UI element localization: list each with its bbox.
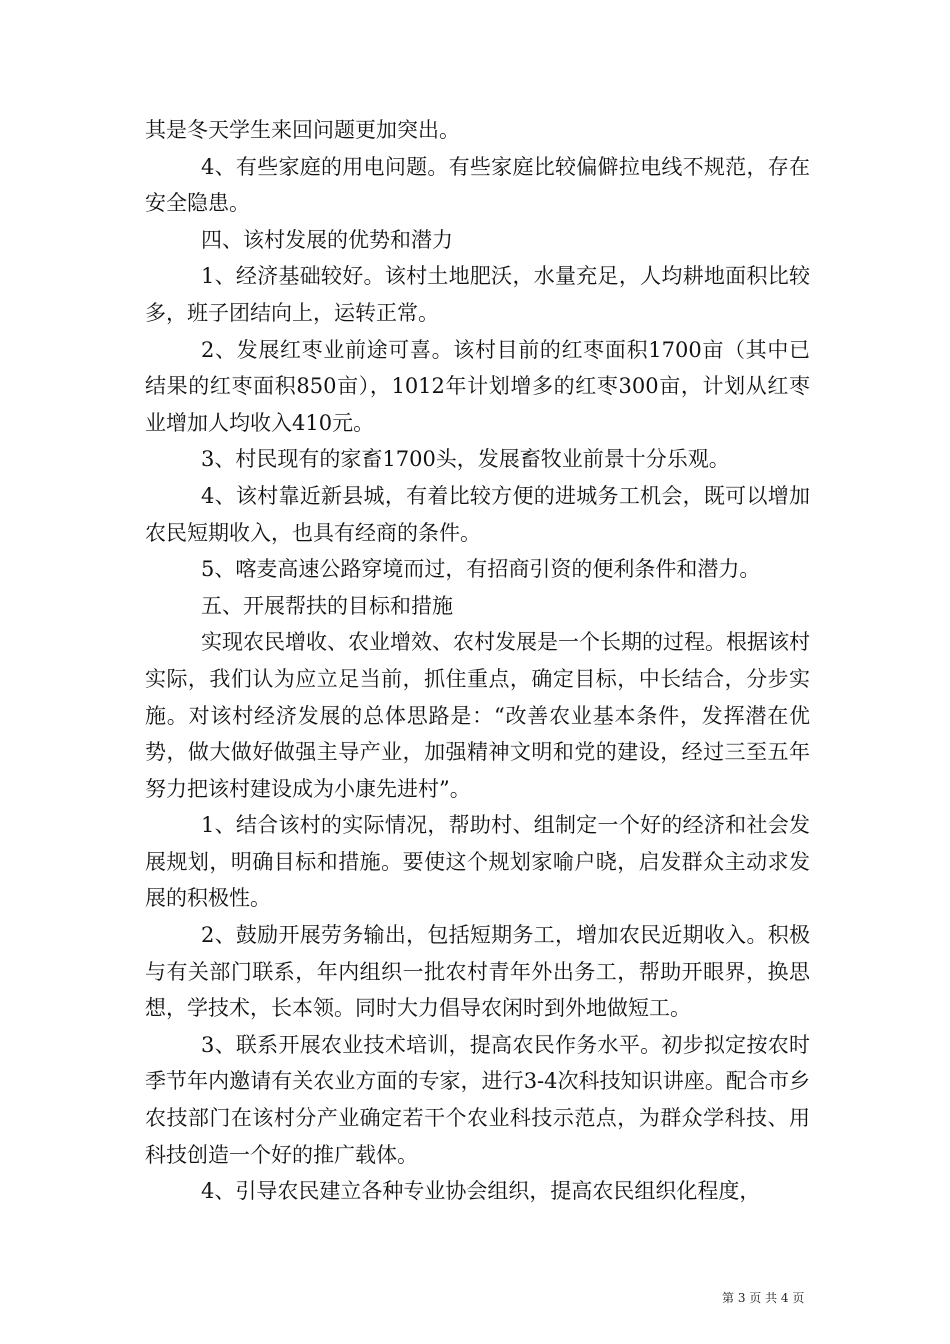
paragraph: 1、经济基础较好。该村土地肥沃，水量充足，人均耕地面积比较多，班子团结向上，运转正常。 <box>145 264 810 325</box>
paragraph: 2、鼓励开展劳务输出，包括短期务工，增加农民近期收入。积极与有关部门联系，年内组织一批农村青年外出务工，帮助开眼界，换思想，学技术，长本领。同时大力倡导农闲时到外地做短工。 <box>145 923 810 1021</box>
paragraph: 4、有些家庭的用电问题。有些家庭比较偏僻拉电线不规范，存在安全隐患。 <box>145 154 810 216</box>
paragraph: 2、发展红枣业前途可喜。该村目前的红枣面积1700亩（其中已结果的红枣面积850亩），1012年计划增多的红枣300亩，计划从红枣业增加人均收入410元。 <box>145 337 810 435</box>
paragraph: 5、喀麦高速公路穿境而过，有招商引资的便利条件和潜力。 <box>201 557 761 582</box>
paragraph: 实现农民增收、农业增效、农村发展是一个长期的过程。根据该村实际，我们认为应立足当前，抓住重点，确定目标，中长结合，分步实施。对该村经济发展的总体思路是：“改善农业基本条件，发挥潜在优势，做大做好做强主导产业，加强精神文明和党的建设，经过三至五年努力把该村建设成为小康先进村”。 <box>145 630 810 801</box>
paragraph: 1、结合该村的实际情况，帮助村、组制定一个好的经济和社会发展规划，明确目标和措施。要使这个规划家喻户晓，启发群众主动求发展的积极性。 <box>145 813 810 911</box>
paragraph: 4、引导农民建立各种专业协会组织，提高农民组织化程度， <box>201 1179 761 1204</box>
section-heading: 五、开展帮扶的目标和措施 <box>201 593 453 618</box>
paragraph: 4、该村靠近新县城，有着比较方便的进城务工机会，既可以增加农民短期收入，也具有经商的条件。 <box>145 483 810 545</box>
document-body <box>145 112 810 1210</box>
paragraph: 其是冬天学生来回问题更加突出。 <box>145 118 460 142</box>
section-heading: 四、该村发展的优势和潜力 <box>201 227 453 252</box>
paragraph: 3、村民现有的家畜1700头，发展畜牧业前景十分乐观。 <box>201 447 730 472</box>
page-number: 第 3 页 共 4 页 <box>722 1291 805 1305</box>
paragraph: 3、联系开展农业技术培训，提高农民作务水平。初步拟定按农时季节年内邀请有关农业方面的专家，进行3-4次科技知识讲座。配合市乡农技部门在该村分产业确定若干个农业科技示范点，为群众学科技、用科技创造一个好的推广载体。 <box>145 1032 810 1167</box>
